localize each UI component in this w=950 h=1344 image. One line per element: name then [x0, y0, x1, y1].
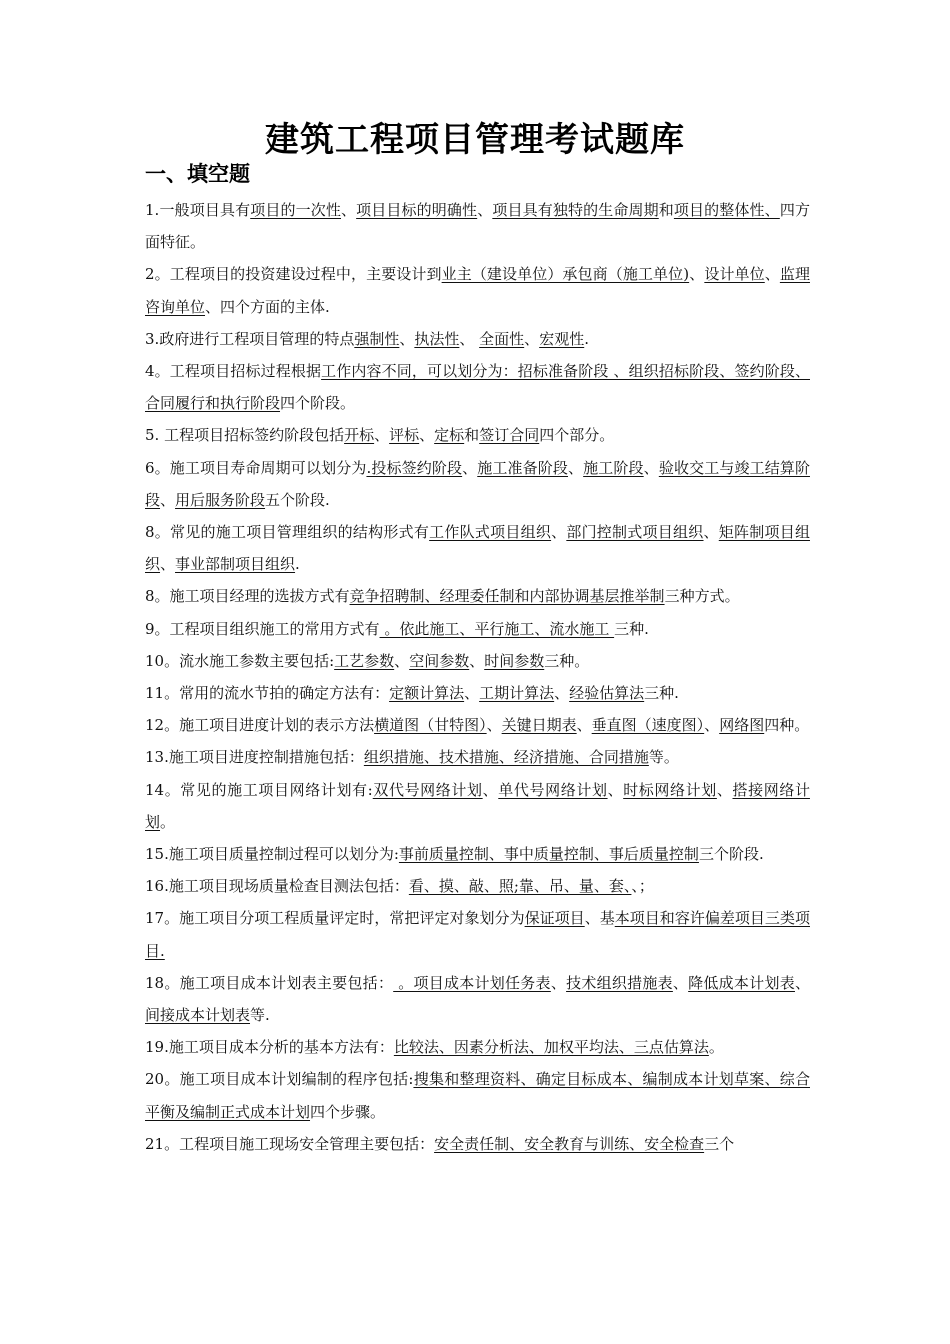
question-text: 、: [374, 426, 390, 445]
question-text: 和: [464, 426, 480, 445]
question-text: 、四个方面的主体.: [205, 297, 330, 316]
section-heading: 一、填空题: [145, 162, 250, 186]
question-item: [145, 613, 810, 645]
question-text: 。: [708, 1038, 724, 1057]
question-text: 8。常见的施工项目管理组织的结构形式有: [145, 523, 430, 542]
answer-text: 定额计算法: [389, 684, 465, 703]
question-text: 21。工程项目施工现场安全管理主要包括：: [145, 1134, 435, 1153]
answer-text: 搜集和整理资料、确定目标成本、编制成本计划草案、综合平衡及编制正式成本计划: [145, 1070, 810, 1121]
question-text: 四个部分。: [539, 426, 615, 445]
question-item: [145, 1031, 810, 1063]
question-text: 18。施工项目成本计划表主要包括：: [145, 973, 394, 992]
answer-text: 开标: [344, 426, 375, 445]
question-text: 11。常用的流水节拍的确定方法有：: [145, 684, 390, 703]
question-text: 4。工程项目招标过程根据: [145, 362, 322, 381]
question-item: [145, 580, 810, 612]
answer-text: 技术组织措施表: [566, 973, 673, 992]
question-text: 、: [394, 651, 410, 670]
question-item: [145, 194, 810, 258]
answer-text: 。项目成本计划任务表: [393, 973, 551, 992]
question-text: 、: [399, 329, 415, 348]
answer-text: 定标: [434, 426, 465, 445]
question-text: 17。施工项目分项工程质量评定时，常把评定对象划分为: [145, 909, 525, 928]
answer-text: .投标签约阶段: [366, 458, 463, 477]
answer-text: 执法性: [414, 329, 460, 348]
answer-text: 时间参数: [484, 651, 545, 670]
question-text: 、: [524, 329, 540, 348]
question-text: 、: [469, 651, 485, 670]
question-text: 15.施工项目质量控制过程可以划分为:: [145, 845, 399, 864]
question-item: [145, 709, 810, 741]
answer-text: 矩阵制项目组织: [145, 523, 810, 574]
question-text: 、: [160, 555, 176, 574]
question-text: 、: [764, 265, 780, 284]
question-text: 5. 工程项目招标签约阶段包括: [145, 426, 345, 445]
answer-text: 事前质量控制、事中质量控制、事后质量控制: [398, 845, 699, 864]
question-text: 、: [550, 973, 567, 992]
question-text: 14。常见的施工项目网络计划有:: [145, 780, 373, 799]
answer-text: 工作内容不同，可以划分为：招标准备阶段 、组织招标阶段、签约阶段、合同履行和执行阶段: [145, 362, 810, 413]
question-item: [145, 774, 810, 838]
answer-text: 保证项目: [524, 909, 585, 928]
question-text: 1.一般项目具有: [145, 201, 251, 219]
question-item: [145, 516, 810, 580]
answer-text: 宏观性: [539, 329, 585, 348]
question-item: [145, 419, 810, 451]
question-text: 四种。: [764, 716, 810, 735]
question-text: 、: [704, 716, 720, 735]
question-text: 三个: [704, 1134, 735, 1153]
answer-text: 垂直图（速度图）: [591, 716, 705, 735]
answer-text: 签订合同: [479, 426, 540, 445]
answer-text: 经验估算法: [569, 684, 645, 703]
question-text: 16.施工项目现场质量检查目测法包括：: [145, 877, 409, 896]
question-text: 、: [551, 523, 567, 542]
question-item: [145, 838, 810, 870]
question-list: [145, 194, 810, 1160]
answer-text: 时标网络计划: [623, 780, 717, 799]
question-text: 、: [459, 329, 480, 348]
answer-text: 施工阶段: [583, 458, 644, 477]
question-text: 等。: [648, 748, 679, 767]
answer-text: 验收交工与竣工结算阶段: [145, 458, 810, 509]
question-text: 、: [703, 523, 719, 542]
answer-text: 部门控制式项目组织: [566, 523, 704, 542]
question-text: 三种方式。: [664, 587, 740, 606]
document-title: 建筑工程项目管理考试题库: [265, 120, 685, 160]
answer-text: 项目目标的明确性: [356, 201, 478, 219]
question-text: 9。工程项目组织施工的常用方式有: [145, 619, 380, 638]
question-text: .: [295, 555, 300, 574]
question-text: 、: [419, 426, 435, 445]
answer-text: 事业部制项目组织: [175, 555, 296, 574]
answer-text: 。依此施工、平行施工、流水施工: [379, 619, 615, 638]
question-text: 、: [486, 716, 502, 735]
answer-text: 网络图: [719, 716, 765, 735]
answer-text: 双代号网络计划: [372, 780, 483, 799]
question-text: 19.施工项目成本分析的基本方法有：: [145, 1038, 394, 1057]
question-text: 、: [482, 780, 499, 799]
answer-text: 设计单位: [704, 265, 765, 284]
answer-text: 施工准备阶段: [477, 458, 569, 477]
answer-text: 评标: [389, 426, 420, 445]
question-text: 三种。: [544, 651, 590, 670]
answer-text: 本项目和容许偏差项目三类项目.: [145, 909, 810, 960]
question-text: 、；: [631, 877, 654, 896]
answer-text: 强制性: [354, 329, 400, 348]
answer-text: 组织措施、技术措施、经济措施、合同措施: [363, 748, 649, 767]
question-item: [145, 870, 810, 902]
question-text: 10。流水施工参数主要包括:: [145, 651, 335, 670]
question-text: 四个步骤。: [310, 1102, 386, 1121]
question-item: [145, 741, 810, 773]
answer-text: 监理咨询单位: [145, 265, 810, 316]
question-text: 四方面特征。: [145, 201, 810, 252]
question-text: 3.政府进行工程项目管理的特点: [145, 329, 355, 348]
question-text: 、: [689, 265, 705, 284]
answer-text: 工艺参数: [334, 651, 395, 670]
question-text: 、: [462, 458, 478, 477]
question-text: 8。施工项目经理的选拔方式有: [145, 587, 350, 606]
question-text: 、: [554, 684, 570, 703]
answer-text: 项目的一次性: [250, 201, 341, 219]
question-text: 6。施工项目寿命周期可以划分为: [145, 458, 367, 477]
question-text: 三种.: [644, 684, 679, 703]
question-item: [145, 967, 810, 1031]
question-text: 、: [464, 684, 480, 703]
answer-text: 关键日期表: [501, 716, 577, 735]
answer-text: 竞争招聘制、经理委任制和内部协调基层推举制: [349, 587, 665, 606]
question-text: 、: [607, 780, 624, 799]
question-text: 20。施工项目成本计划编制的程序包括:: [145, 1070, 414, 1089]
answer-text: 项目具有独特的生命周期: [492, 201, 659, 219]
question-item: [145, 258, 810, 322]
question-text: 13.施工项目进度控制措施包括：: [145, 748, 364, 767]
question-text: 、: [672, 973, 689, 992]
question-text: 、基: [584, 909, 615, 928]
answer-text: 空间参数: [409, 651, 470, 670]
question-text: 四个阶段。: [280, 394, 356, 413]
question-text: 、: [716, 780, 733, 799]
question-text: 、: [568, 458, 584, 477]
question-item: [145, 645, 810, 677]
answer-text: 间接成本计划表: [145, 1006, 251, 1025]
question-text: 2。工程项目的投资建设过程中，主要设计到: [145, 265, 442, 284]
question-text: 、: [576, 716, 592, 735]
answer-text: 单代号网络计划: [498, 780, 608, 799]
question-text: .: [584, 329, 589, 348]
question-text: 、: [794, 973, 810, 992]
answer-text: 项目的整体性、: [673, 201, 780, 219]
question-text: 五个阶段.: [265, 490, 330, 509]
question-text: 。: [160, 812, 176, 831]
question-text: 、: [341, 201, 357, 219]
question-text: 三种.: [614, 619, 649, 638]
question-item: [145, 677, 810, 709]
question-item: [145, 902, 810, 966]
question-text: 三个阶段.: [698, 845, 764, 864]
question-text: 、: [643, 458, 659, 477]
question-item: [145, 355, 810, 419]
answer-text: 业主（建设单位）承包商（施工单位): [441, 265, 690, 284]
question-item: [145, 323, 810, 355]
answer-text: 降低成本计划表: [688, 973, 795, 992]
answer-text: 用后服务阶段: [175, 490, 266, 509]
question-item: [145, 1063, 810, 1127]
question-text: 、: [160, 490, 176, 509]
answer-text: 工期计算法: [479, 684, 555, 703]
question-item: [145, 1128, 810, 1160]
question-text: 和: [658, 201, 674, 219]
question-text: 12。施工项目进度计划的表示方法: [145, 716, 375, 735]
question-text: 等.: [250, 1006, 270, 1025]
answer-text: 搭接网络计划: [145, 780, 810, 831]
question-item: [145, 452, 810, 516]
answer-text: 看、摸、敲、照;靠、吊、量、套、: [408, 877, 632, 896]
answer-text: 安全责任制、安全教育与训练、安全检查: [434, 1134, 705, 1153]
question-text: 、: [477, 201, 493, 219]
answer-text: 比较法、因素分析法、加权平均法、三点估算法: [393, 1038, 709, 1057]
answer-text: 工作队式项目组织: [429, 523, 552, 542]
answer-text: 横道图（甘特图）: [374, 716, 487, 735]
answer-text: 全面性: [479, 329, 525, 348]
